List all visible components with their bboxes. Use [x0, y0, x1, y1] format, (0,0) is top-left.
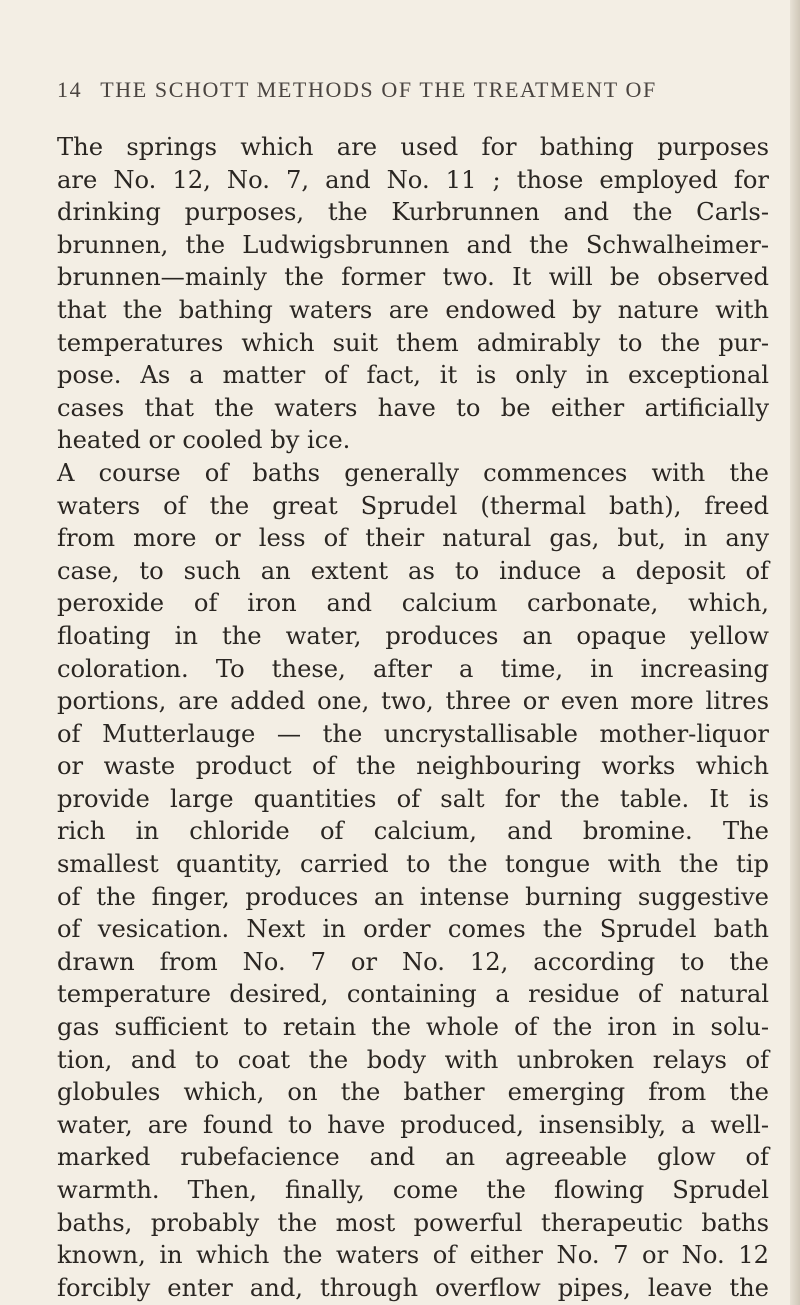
text-line: known, in which the waters of either No. 7 or No. 12	[57, 1241, 769, 1270]
text-line: peroxide of iron and calcium carbonate, which,	[57, 589, 769, 618]
text-line: brunnen—mainly the former two. It will be observed	[57, 263, 769, 292]
text-line: warmth. Then, finally, come the flowing Sprudel	[57, 1176, 769, 1204]
text-line: of Mutterlauge — the uncrystallisable mother-liquor	[57, 719, 769, 748]
text-line: floating in the water, produces an opaque yellow	[57, 621, 769, 650]
text-line: coloration. To these, after a time, in increasing	[57, 654, 769, 683]
text-line: waters of the great Sprudel (thermal bath), freed	[57, 491, 769, 520]
text-line: tion, and to coat the body with unbroken relays of	[57, 1045, 769, 1074]
text-line: pose. As a matter of fact, it is only in exceptional	[57, 361, 769, 390]
text-line: rich in chloride of calcium, and bromine. The	[57, 817, 769, 846]
text-line: A course of baths generally commences with the	[57, 458, 769, 487]
text-line: globules which, on the bather emerging from the	[57, 1078, 769, 1107]
body-text	[57, 131, 769, 1304]
text-line: water, are found to have produced, insensibly, a well-	[57, 1110, 769, 1139]
text-line: smallest quantity, carried to the tongue with the tip	[57, 850, 769, 879]
text-line: of vesication. Next in order comes the Sprudel bath	[57, 915, 769, 944]
page-edge-shadow	[790, 0, 800, 1305]
text-line: or waste product of the neighbouring works which	[57, 752, 769, 781]
text-line: marked rubefacience and an agreeable glow of	[57, 1143, 769, 1172]
text-line: that the bathing waters are endowed by nature with	[57, 295, 769, 324]
text-line: drinking purposes, the Kurbrunnen and the Carls-	[57, 198, 769, 227]
running-head	[57, 77, 757, 107]
text-line: temperatures which suit them admirably to the pur-	[57, 328, 769, 357]
text-line: of the finger, produces an intense burning suggestive	[57, 882, 769, 911]
text-line: drawn from No. 7 or No. 12, according to the	[57, 947, 769, 976]
text-line: forcibly enter and, through overflow pipes, leave the	[57, 1273, 769, 1302]
text-line: gas sufficient to retain the whole of the iron in solu-	[57, 1013, 769, 1042]
text-line: temperature desired, containing a residue of natural	[57, 980, 769, 1009]
running-head-title: THE SCHOTT METHODS OF THE TREATMENT OF	[100, 77, 657, 102]
text-line: portions, are added one, two, three or even more litres	[57, 687, 769, 716]
text-line: provide large quantities of salt for the table. It is	[57, 784, 769, 813]
page-number: 14	[57, 77, 83, 102]
text-line: from more or less of their natural gas, but, in any	[57, 524, 769, 553]
text-line: heated or cooled by ice.	[57, 426, 351, 455]
text-line: baths, probably the most powerful therapeutic baths	[57, 1208, 769, 1237]
text-line: are No. 12, No. 7, and No. 11 ; those employed for	[57, 165, 769, 194]
text-line: case, to such an extent as to induce a deposit of	[57, 556, 769, 585]
text-line: brunnen, the Ludwigsbrunnen and the Schwalheimer-	[57, 230, 769, 259]
text-line: The springs which are used for bathing purposes	[57, 133, 769, 161]
text-line: cases that the waters have to be either artificially	[57, 393, 769, 422]
